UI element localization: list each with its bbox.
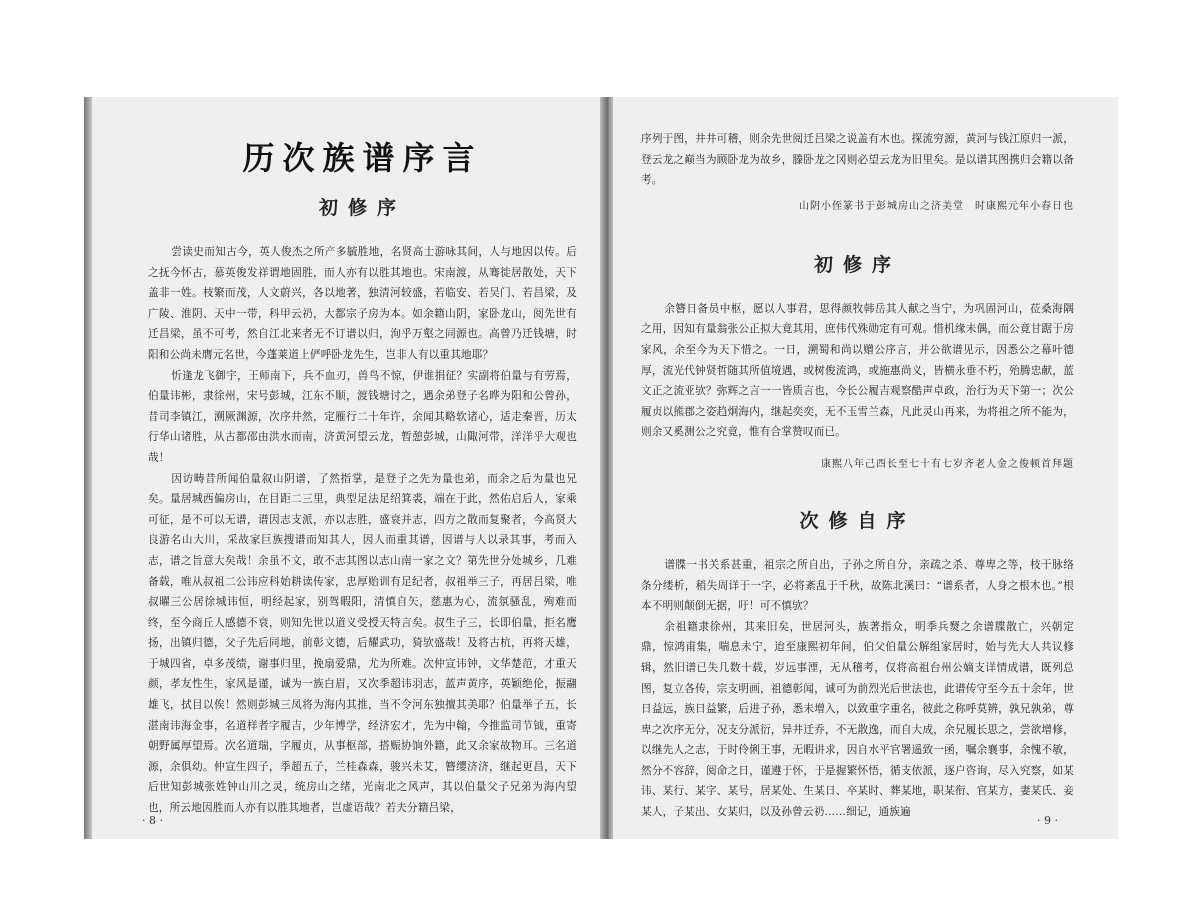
signature-line-2: 康熙八年己酉长至七十有七岁齐老人金之俊顿首拜题: [821, 458, 1074, 470]
second-preface-paragraph-1: 谱牒一书关系甚重，祖宗之所自出，子孙之所自分，亲疏之杀、尊卑之等，枝干脉络条分缕析，稍失周详于一字，必将紊乱于千秋，故陈北溪曰：“谱系者，人身之根木也。”根本不明则颠倒无据，吁！可不慎欤？: [641, 558, 1074, 613]
left-page: [84, 97, 607, 839]
preface-paragraph-2: 忻逢龙飞御宇，王师南下，兵不血刃，兽鸟不惊，伊谁捐征？实副将伯量与有劳焉，伯量讳彬，隶徐州，宋号彭城，江东不顺，渡钱塘讨之，遇余弟登子名晔为阳和公曾孙，昔司李镇江，溯厥渊源，次序井然，定雁行二十年许，余闻其略软诸心，适走秦晋，历太行华山诸胜，从古都邵由洪水而南，济黄河望云龙，暂憩彭城，山陬河带，洋洋乎大观也哉！: [148, 369, 577, 464]
book-spread: [84, 97, 1118, 839]
main-title: 历次族谱序言: [242, 139, 483, 177]
section-title-second-preface: 次修自序: [799, 509, 916, 532]
section-title-first-preface-2: 初修序: [813, 253, 901, 276]
page-number-left: · 8 ·: [142, 814, 163, 827]
signature-line-1: 山阴小侄篆书于彭城房山之济美堂 时康熙元年小春日也: [799, 200, 1074, 212]
preface-paragraph-3: 因访畴昔所闻伯量叙山阴谱，了然指掌，是登子之先为量也弟，而余之后为量也兄矣。量居城西偏房山，在目距二三里，典型足法足绍箕裘，端在于此，然佑启后人，家乘可征，是不可以无谱，谱因志支派，亦以志胜，盛衰并志，四方之散而复聚者，今高贤大良游名山大川，采故家巨族搜谱而知其人，因人而重其谱，因谱与人以录其事，考而入志，谱之旨意大矣哉！余虽不文，敢不志其图以志山南一家之文？第先世分处城乡，几难备载，唯从叔祖二公讳应科始耕读传家，忠厚贻训有足纪者，叔祖举三子，再居吕梁，唯叔曜三公居徐城讳恒，明经起家，别驾暇阳，清慎自矢，慈惠为心，流氛骚乱，殉难而终，至今商丘人感德不衰，则知先世以道义受授天特言矣。叔生子三，长即伯量，拒名鹰扬，出镇归德，父子先后同地，前彰文德，后耀武功，猗欤盛哉！及将古杭，再将天雄，于城四省，卓多茂绩，谢事归里，挽扇爱鼎，尤为所难。次仲宣讳钟，文华楚范，才重天颜，孝友性生，家风是谨，诚为一族白眉，又次季超讳羽志，蓝声黄序，英颖绝伦，振翮雄飞，拭目以俟！然则彭城三凤将为海内其推，当不令河东独擅其美耶？伯量举子五，长湛南讳海金事，名道样者字履吉，少年博学，经济宏才，先为中翰，今推监司节钺，重寄朝野属厚望焉。次名道瑞，字履贞，从事枢部，搭赈协饷外籍，此又余家故物耳。三名道源，余俱幼。仲宣生四子，季超五子，兰桂森森，骏兴未艾，簪缨济济，继起更昌，天下后世知彭城张姓钟山川之灵，统房山之绪，光南北之风声，其以伯量父子兄弟为海内望也，所云地因胜而人亦有以胜其地者，岂虚语哉？若夫分籍吕梁，: [148, 472, 577, 815]
page-number-right: · 9 ·: [1037, 814, 1058, 827]
second-preface-paragraph-2: 余祖籍隶徐州，其来旧矣，世居河头，族著指众，明季兵燹之余谱牒散亡，兴朝定鼎，惊鸿甫集，喘息未宁，迨至康熙初年间，伯父伯量公解组家居时，始与先大人共议修辑，然旧谱已失几数十载，岁远事湮，无从稽考，仅将高祖台州公嫡支详情成谱，既列总图，复立各传，宗支明画，祖德彰闻，诚可为前烈光后世法也，此谱传守至今五十余年，世日益远，族日益繁，后进子孙，悉未增入，以致重字重名，彼此之称呼莫辨，孰兄孰弟，尊卑之次序无分，况支分派衍，异井迁乔，不无散逸，而自大成，余兄履长思之，尝欲增修，以继先人之志，于时伶俐王事，无暇讲求，因自水平官署遥致一函，嘱余襄事，余愧不敏，然分不容辞，阅命之日，谨遵于怀，于是握繁怀悟，循支依派，逐户咨询，尽入究察，如某讳、某行、某字、某号，居某处、生某日、卒某时、葬某地，职某衔、官某方，妻某氏、妾某人，子某出、女某归，以及孙曾云礽……细记，通族遍: [641, 620, 1074, 819]
section-title-first-preface: 初修序: [318, 197, 406, 219]
right-page: [613, 97, 1118, 839]
preface-paragraph-1: 尝读史而知古今，英人俊杰之所产多毓胜地，名贤高士游咏其间，人与地因以传。后之抚今怀古，慕英俊发祥谓地固胜，而人亦有以胜其地也。宋南渡，从骞徙居散处，天下盖非一姓。枝繁而茂，人文蔚兴，各以地著，独清河较盛，若临安、若吴门、若昌梁，及广陵、淮阴、天中一带，科甲云礽，大都宗子房为本。如余籍山阴，家卧龙山，阅先世有迁昌梁，虽不可考，然自江北来者无不订谱以归，洵乎万壑之同源也。高曾乃迁钱塘，时阳和公尚未膺元名世，今蓬莱道上俨呼卧龙先生，岂非人有以重其地耶？: [148, 246, 577, 361]
preface-2-paragraph: 余簪日备员中枢，愿以人事君，思得颜牧韩岳其人献之当宁，为巩固河山，莅桑海隅之用，因知有量翁张公正拟大竟其用，庶伟代殊勋定有可观。惜机缘未偶，而公竟甘踞于房家风，余至今为天下惜之。一日，溯蜀和尚以赠公序言，并公欲谱见示，因悉公之幕叶德厚，流光代钟贤哲随其所值境遇，或树俊流鸿，或施惠尚义，皆横永垂不朽，殆腾忠献，蓝文正之流亚欤？弥辉之言一一皆质言也，今长公履吉观察酷声卓政，治行为天下第一；次公履贞以熊郡之姿趋炯海内，继起奕奕，无不玉雪兰森，凡此灵山再来，为将祖之所不能为，则余又奚测公之究竟，惟有合掌赞叹而已。: [641, 302, 1074, 439]
continued-paragraph: 序列于图，井井可稽，则余先世阅迁吕梁之说盖有木也。探流穷源，黄河与钱江原归一派，登云龙之巅当为顾卧龙为故乡，滕卧龙之冈则必望云龙为旧里矣。是以谱其图携归会籍以备考。: [641, 133, 1074, 187]
page-edge-shadow: [84, 97, 92, 839]
